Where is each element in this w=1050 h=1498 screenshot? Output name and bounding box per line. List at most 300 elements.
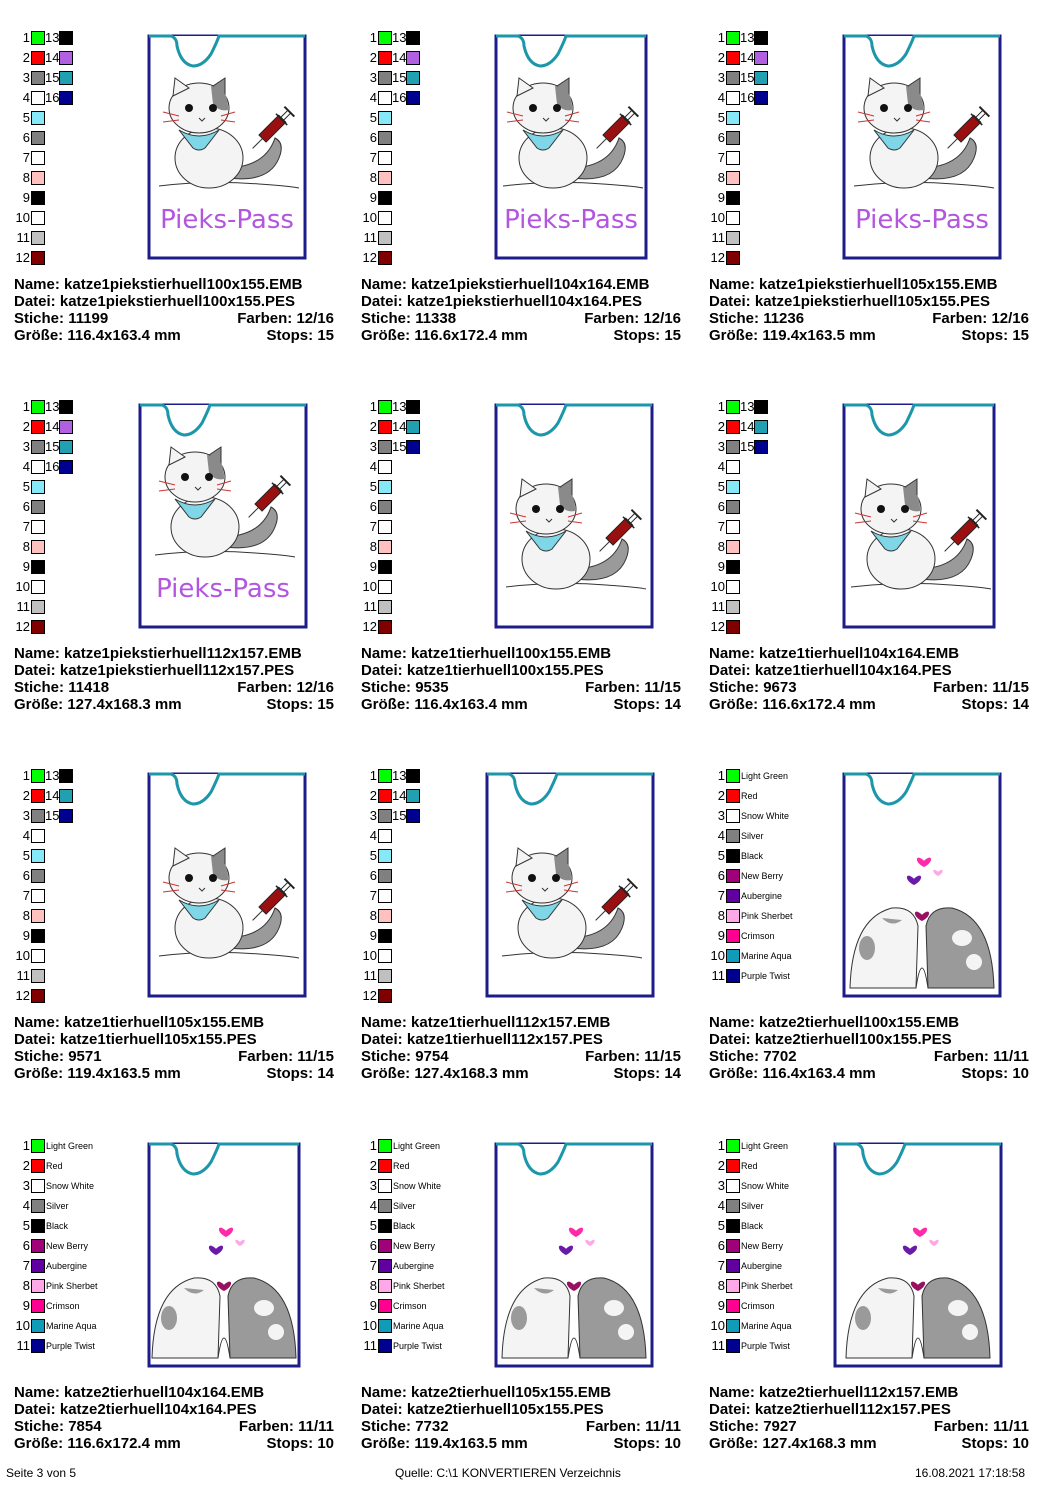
color-entry [361, 399, 491, 419]
stop-count-group [613, 696, 681, 713]
stop-count: 14 [317, 1065, 334, 1082]
color-index: 14 [740, 50, 755, 65]
info-row [361, 1048, 681, 1065]
stop-count-group [266, 327, 334, 344]
color-entry [14, 948, 144, 968]
info-label: Stops: [613, 1065, 661, 1082]
color-index: 15 [392, 808, 407, 823]
info-label: Farben: [237, 310, 293, 327]
info-label: Datei: [361, 662, 403, 679]
color-entry [361, 499, 491, 519]
color-swatch [31, 929, 45, 943]
color-entry [14, 30, 144, 50]
color-name: Crimson [741, 1301, 775, 1311]
color-index: 8 [22, 1278, 30, 1293]
color-name: Silver [393, 1201, 416, 1211]
color-swatch [378, 989, 392, 1003]
color-name: Black [741, 1221, 764, 1231]
info-label: Stiche: [361, 679, 412, 696]
color-index: 13 [45, 768, 60, 783]
pieks-pass-text: Pieks-Pass [855, 205, 989, 235]
color-index: 14 [392, 419, 407, 434]
color-entry [361, 808, 491, 828]
color-swatch [378, 949, 392, 963]
source-path: Quelle: C:\1 KONVERTIEREN Verzeichnis [395, 1466, 621, 1480]
color-index: 13 [392, 30, 407, 45]
color-entry [709, 559, 839, 579]
color-swatch [31, 869, 45, 883]
stop-count-group [961, 696, 1029, 713]
design-file: katze2tierhuell100x155.PES [754, 1031, 952, 1048]
stop-count: 10 [1012, 1435, 1029, 1452]
color-entry [709, 30, 839, 50]
info-label: Name: [14, 276, 60, 293]
color-entry [361, 599, 491, 619]
color-swatch [31, 500, 45, 514]
color-entry [709, 1198, 839, 1218]
info-label: Stiche: [14, 1418, 65, 1435]
color-swatch [726, 1319, 740, 1333]
info-label: Stops: [266, 696, 314, 713]
color-swatch [31, 31, 45, 45]
color-entry [14, 519, 144, 539]
color-index: 14 [45, 788, 60, 803]
color-index: 1 [717, 768, 725, 783]
color-swatch [378, 71, 392, 85]
design-info [709, 645, 1029, 713]
color-index: 10 [710, 1318, 725, 1333]
color-index: 8 [369, 908, 377, 923]
color-entry [14, 439, 144, 459]
color-index: 8 [369, 1278, 377, 1293]
color-swatch [378, 1279, 392, 1293]
info-row [709, 1384, 1029, 1401]
info-label: Name: [709, 645, 755, 662]
color-index: 12 [362, 988, 377, 1003]
color-index: 1 [22, 1138, 30, 1153]
color-entry [14, 110, 144, 130]
color-index: 2 [22, 788, 30, 803]
color-swatch [31, 1159, 45, 1173]
color-entry [14, 988, 144, 1008]
color-swatch [378, 31, 392, 45]
color-index: 9 [717, 1298, 725, 1313]
color-entry [361, 539, 491, 559]
color-swatch [754, 440, 768, 454]
design-size: 116.4x163.4 mm [67, 327, 181, 344]
design-file: katze1piekstierhuell100x155.PES [59, 293, 296, 310]
design-file: katze1piekstierhuell112x157.PES [59, 662, 295, 679]
color-swatch [31, 1219, 45, 1233]
design-card [361, 399, 701, 759]
color-swatch [754, 91, 768, 105]
stitch-count: 9535 [415, 679, 449, 696]
color-index: 6 [717, 1238, 725, 1253]
color-index: 8 [22, 908, 30, 923]
color-count-group [932, 310, 1029, 327]
info-label: Größe: [14, 696, 64, 713]
info-row [709, 293, 1029, 310]
color-index: 5 [369, 110, 377, 125]
color-swatch [31, 400, 45, 414]
color-index: 9 [22, 559, 30, 574]
color-name: Red [741, 1161, 758, 1171]
color-swatch [726, 909, 740, 923]
color-swatch [31, 1299, 45, 1313]
color-index: 15 [45, 439, 60, 454]
color-name: Pink Sherbet [741, 1281, 793, 1291]
color-index: 7 [22, 1258, 30, 1273]
color-count-group [585, 679, 681, 696]
color-entry [709, 230, 839, 250]
color-swatch [31, 171, 45, 185]
color-swatch [726, 1179, 740, 1193]
color-count-group [237, 679, 334, 696]
color-index: 2 [369, 1158, 377, 1173]
color-name: Pink Sherbet [741, 911, 793, 921]
color-name: Black [393, 1221, 416, 1231]
info-label: Farben: [237, 679, 293, 696]
color-swatch [31, 51, 45, 65]
color-entry [14, 539, 144, 559]
info-row [14, 310, 334, 327]
color-name: Purple Twist [393, 1341, 442, 1351]
color-index: 2 [22, 1158, 30, 1173]
design-name: katze1tierhuell100x155.EMB [411, 645, 612, 662]
info-label: Größe: [709, 1435, 759, 1452]
color-index: 7 [369, 150, 377, 165]
color-swatch [31, 600, 45, 614]
color-index: 14 [392, 50, 407, 65]
info-row [14, 1031, 334, 1048]
info-row [361, 310, 681, 327]
color-index: 5 [22, 479, 30, 494]
color-swatch [31, 1319, 45, 1333]
color-name: Crimson [46, 1301, 80, 1311]
design-info [361, 1014, 681, 1082]
info-label: Farben: [585, 679, 641, 696]
color-index: 11 [363, 599, 377, 614]
stop-count: 15 [1012, 327, 1029, 344]
color-entry [709, 948, 839, 968]
color-name: Aubergine [393, 1261, 435, 1271]
color-entry [709, 1258, 839, 1278]
color-index: 15 [740, 439, 755, 454]
color-index: 8 [22, 170, 30, 185]
color-entry [709, 1138, 839, 1158]
design-card [14, 768, 354, 1128]
color-swatch [406, 789, 420, 803]
info-label: Name: [361, 276, 407, 293]
color-index: 12 [710, 250, 725, 265]
color-count-group [239, 1418, 334, 1435]
color-swatch [726, 191, 740, 205]
color-swatch [754, 51, 768, 65]
color-entry [361, 948, 491, 968]
info-row [14, 1401, 334, 1418]
color-index: 16 [45, 90, 60, 105]
design-card [709, 399, 1049, 759]
color-swatch [726, 869, 740, 883]
color-index: 7 [717, 519, 725, 534]
stitch-count: 7702 [763, 1048, 797, 1065]
color-swatch [726, 889, 740, 903]
color-swatch [59, 769, 73, 783]
design-file: katze1tierhuell105x155.PES [59, 1031, 257, 1048]
color-count: 12/16 [296, 679, 334, 696]
color-entry [709, 459, 839, 479]
color-entry [14, 170, 144, 190]
stop-count: 14 [664, 696, 681, 713]
color-index: 5 [717, 848, 725, 863]
color-entry [361, 559, 491, 579]
color-swatch [378, 869, 392, 883]
design-size: 116.6x172.4 mm [67, 1435, 181, 1452]
info-row [361, 1418, 681, 1435]
info-row [361, 276, 681, 293]
color-swatch [754, 31, 768, 45]
info-label: Datei: [14, 1401, 56, 1418]
design-file: katze1tierhuell100x155.PES [406, 662, 604, 679]
design-size: 116.4x163.4 mm [762, 1065, 876, 1082]
design-info [361, 645, 681, 713]
info-row [709, 645, 1029, 662]
color-count: 11/15 [297, 1048, 334, 1065]
color-swatch [31, 520, 45, 534]
color-swatch [31, 480, 45, 494]
info-label: Stops: [613, 327, 661, 344]
color-name: New Berry [393, 1241, 436, 1251]
color-swatch [31, 131, 45, 145]
color-index: 7 [22, 519, 30, 534]
color-swatch [726, 520, 740, 534]
stop-count-group [613, 327, 681, 344]
design-size: 127.4x168.3 mm [762, 1435, 877, 1452]
design-info [709, 1014, 1029, 1082]
color-count-group [237, 310, 334, 327]
color-count-group [584, 310, 681, 327]
info-label: Größe: [361, 1065, 411, 1082]
color-entry [14, 1258, 144, 1278]
color-swatch [31, 1279, 45, 1293]
color-entry [709, 210, 839, 230]
color-index: 10 [710, 210, 725, 225]
color-swatch [59, 31, 73, 45]
color-entry [361, 50, 491, 70]
info-label: Datei: [14, 1031, 56, 1048]
color-entry [14, 1138, 144, 1158]
color-swatch [378, 460, 392, 474]
color-swatch [726, 949, 740, 963]
color-swatch [31, 420, 45, 434]
pieks-pass-text: Pieks-Pass [156, 574, 290, 604]
color-entry [14, 1178, 144, 1198]
design-info [14, 1384, 334, 1452]
info-row [709, 1014, 1029, 1031]
color-swatch [378, 789, 392, 803]
color-entry [14, 230, 144, 250]
color-entry [709, 599, 839, 619]
color-entry [709, 868, 839, 888]
color-index: 9 [717, 559, 725, 574]
info-row [709, 327, 1029, 344]
color-swatch [726, 460, 740, 474]
color-index: 14 [392, 788, 407, 803]
color-name: Red [46, 1161, 63, 1171]
info-label: Name: [709, 276, 755, 293]
color-name: Purple Twist [46, 1341, 95, 1351]
color-index: 5 [717, 110, 725, 125]
color-index: 11 [363, 230, 377, 245]
color-index: 3 [22, 1178, 30, 1193]
color-swatch [31, 460, 45, 474]
color-swatch [59, 420, 73, 434]
color-name: Marine Aqua [46, 1321, 97, 1331]
color-index: 9 [369, 559, 377, 574]
info-label: Größe: [14, 327, 64, 344]
color-entry [361, 170, 491, 190]
color-index: 7 [369, 888, 377, 903]
color-entry [361, 888, 491, 908]
color-entry [14, 1218, 144, 1238]
color-index: 6 [22, 130, 30, 145]
color-count: 12/16 [296, 310, 334, 327]
color-index: 2 [717, 1158, 725, 1173]
color-index: 2 [22, 419, 30, 434]
color-index: 5 [22, 110, 30, 125]
color-index: 4 [369, 459, 377, 474]
color-name: Marine Aqua [741, 951, 792, 961]
color-index: 1 [369, 30, 377, 45]
color-index: 11 [711, 1338, 725, 1353]
design-preview [842, 768, 1002, 998]
design-size: 119.4x163.5 mm [67, 1065, 181, 1082]
color-swatch [378, 1199, 392, 1213]
design-size: 116.6x172.4 mm [762, 696, 876, 713]
color-swatch [754, 420, 768, 434]
stitch-count: 9673 [763, 679, 797, 696]
color-swatch [378, 1319, 392, 1333]
color-entry [361, 479, 491, 499]
color-entry [709, 1158, 839, 1178]
color-swatch [726, 1299, 740, 1313]
color-index: 3 [369, 808, 377, 823]
color-index: 8 [717, 908, 725, 923]
color-swatch [406, 31, 420, 45]
color-entry [14, 479, 144, 499]
color-swatch [726, 560, 740, 574]
color-index: 12 [362, 619, 377, 634]
color-entry [14, 399, 144, 419]
color-index: 16 [392, 90, 407, 105]
color-index: 11 [363, 968, 377, 983]
info-label: Stiche: [14, 310, 65, 327]
color-index: 5 [369, 848, 377, 863]
color-swatch [726, 1239, 740, 1253]
info-label: Datei: [709, 1031, 751, 1048]
color-swatch [378, 600, 392, 614]
color-entry [14, 90, 144, 110]
color-index: 15 [392, 439, 407, 454]
color-index: 7 [22, 888, 30, 903]
color-entry [361, 768, 491, 788]
color-name: Purple Twist [741, 1341, 790, 1351]
color-swatch [726, 809, 740, 823]
color-index: 15 [392, 70, 407, 85]
color-swatch [31, 540, 45, 554]
color-swatch [59, 71, 73, 85]
color-index: 7 [717, 150, 725, 165]
color-name: Black [46, 1221, 69, 1231]
color-index: 15 [740, 70, 755, 85]
color-entry [14, 50, 144, 70]
info-row [361, 1384, 681, 1401]
color-count: 11/11 [298, 1418, 334, 1435]
color-index: 3 [717, 808, 725, 823]
color-index: 12 [15, 619, 30, 634]
info-row [361, 1401, 681, 1418]
info-label: Farben: [585, 1048, 641, 1065]
color-index: 10 [710, 579, 725, 594]
color-index: 14 [740, 419, 755, 434]
design-file: katze2tierhuell112x157.PES [754, 1401, 951, 1418]
color-entry [14, 1298, 144, 1318]
info-label: Name: [361, 1014, 407, 1031]
color-entry [709, 399, 839, 419]
stop-count: 15 [317, 327, 334, 344]
info-row [709, 1418, 1029, 1435]
color-count: 12/16 [643, 310, 681, 327]
color-index: 3 [369, 70, 377, 85]
color-swatch [31, 1239, 45, 1253]
color-swatch [726, 51, 740, 65]
color-name: New Berry [46, 1241, 89, 1251]
design-file: katze1piekstierhuell104x164.PES [406, 293, 643, 310]
color-entry [709, 908, 839, 928]
info-row [709, 276, 1029, 293]
info-label: Stiche: [14, 1048, 65, 1065]
color-index: 13 [392, 399, 407, 414]
color-index: 16 [45, 459, 60, 474]
color-swatch [406, 400, 420, 414]
color-swatch [726, 251, 740, 265]
color-count: 11/11 [993, 1048, 1029, 1065]
color-count-group [238, 1048, 334, 1065]
design-name: katze1piekstierhuell104x164.EMB [411, 276, 650, 293]
design-info [14, 645, 334, 713]
color-index: 6 [22, 499, 30, 514]
color-count: 11/15 [644, 679, 681, 696]
design-size: 116.4x163.4 mm [414, 696, 528, 713]
info-row [709, 696, 1029, 713]
color-entry [709, 90, 839, 110]
color-swatch [31, 111, 45, 125]
info-label: Größe: [709, 327, 759, 344]
design-card [709, 30, 1049, 390]
color-entry [361, 70, 491, 90]
color-entry [361, 1158, 491, 1178]
design-file: katze2tierhuell104x164.PES [59, 1401, 257, 1418]
design-info [361, 276, 681, 344]
color-swatch [726, 1219, 740, 1233]
color-swatch [59, 789, 73, 803]
color-index: 7 [717, 888, 725, 903]
color-swatch [726, 1279, 740, 1293]
design-info [709, 1384, 1029, 1452]
color-swatch [378, 251, 392, 265]
color-name: Aubergine [741, 1261, 783, 1271]
color-swatch [726, 929, 740, 943]
